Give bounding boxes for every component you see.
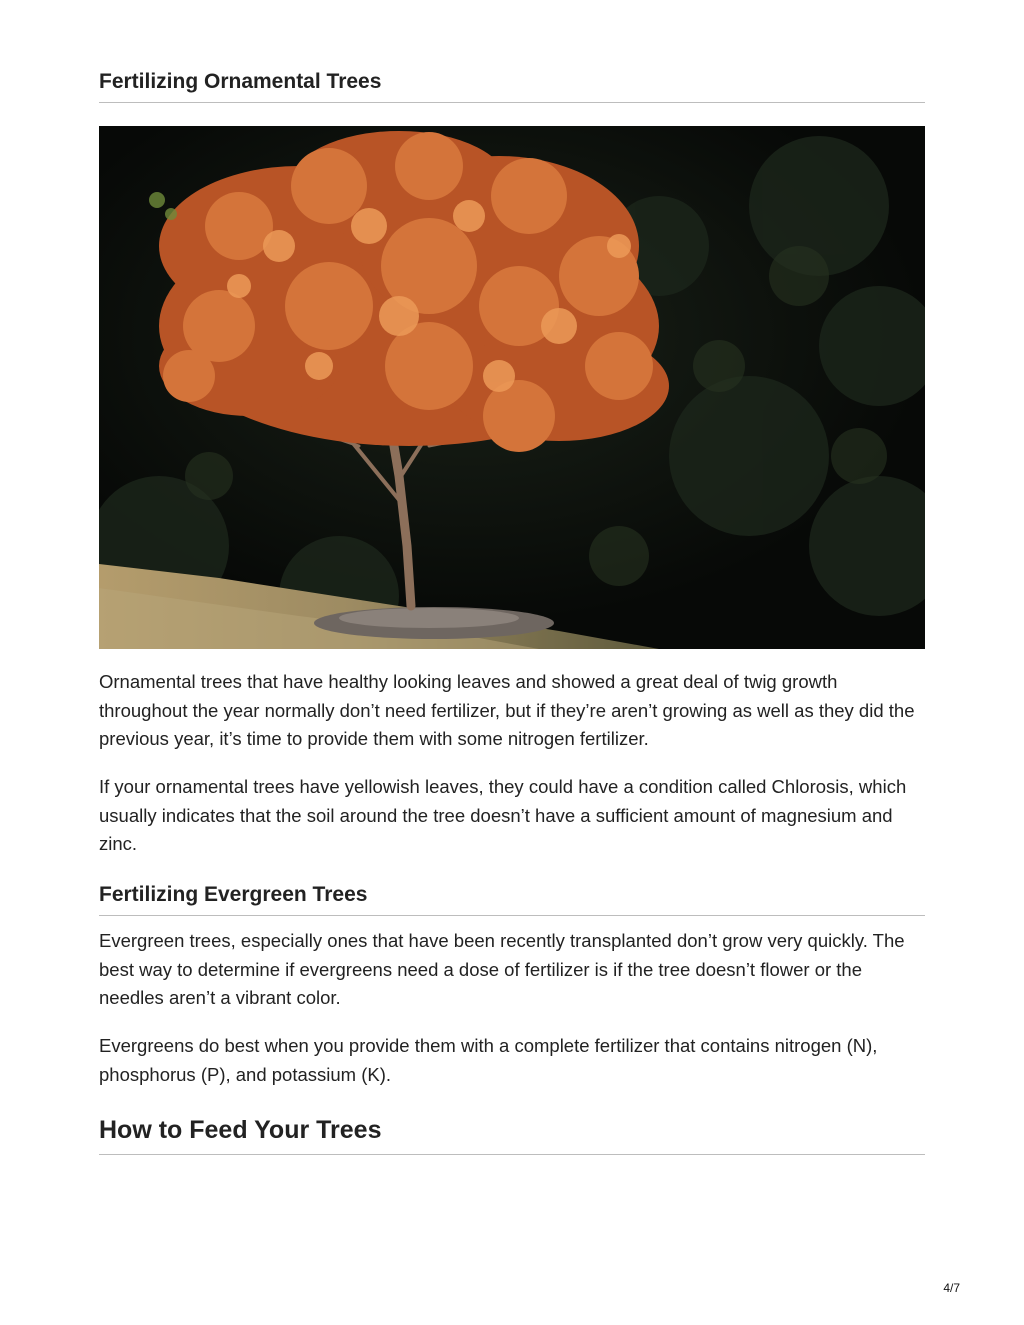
evergreen-paragraph-2: Evergreens do best when you provide them with a complete fertilizer that contains nitrogen (N), phosphorus (P), and potassium (K).	[99, 1035, 878, 1085]
heading-how-to-feed: How to Feed Your Trees	[99, 1116, 925, 1155]
heading-evergreen-trees: Fertilizing Evergreen Trees	[99, 883, 925, 916]
evergreen-paragraph-1: Evergreen trees, especially ones that have been recently transplanted don’t grow very quickly. The best way to determine if evergreens need a dose of fertilizer is if the tree doesn’t flower or the needles aren’t a vibrant color.	[99, 930, 905, 1008]
ornamental-paragraph-1: Ornamental trees that have healthy looking leaves and showed a great deal of twig growth throughout the year normally don’t need fertilizer, but if they’re aren’t growing as well as they did the previous year, it’s time to provide them with some nitrogen fertilizer.	[99, 671, 915, 749]
page-number: 4/7	[943, 1281, 960, 1295]
heading-ornamental-trees: Fertilizing Ornamental Trees	[99, 70, 925, 103]
ornamental-paragraph-2: If your ornamental trees have yellowish leaves, they could have a condition called Chlorosis, which usually indicates that the soil around the tree doesn’t have a sufficient amount of magnesium and zinc.	[99, 776, 907, 854]
ornamental-tree-photo	[99, 126, 925, 649]
